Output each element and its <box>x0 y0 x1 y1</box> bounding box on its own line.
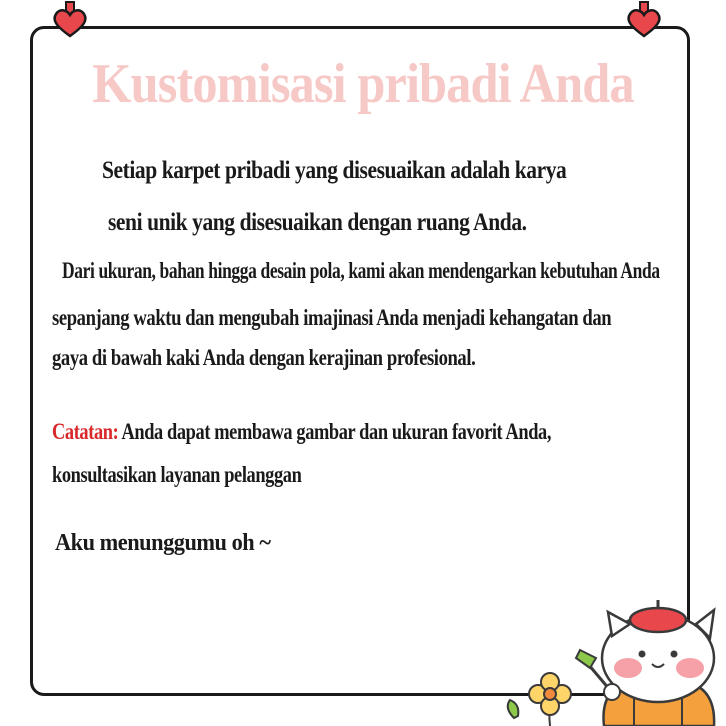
heart-pin-icon <box>624 0 664 40</box>
heart-pin-icon <box>50 0 90 40</box>
closing-text: Aku menunggumu oh ~ <box>55 530 271 556</box>
cat-painter-illustration <box>500 596 726 726</box>
paragraph-line-3: gaya di bawah kaki Anda dengan kerajinan profesional. <box>52 345 476 370</box>
page-title: Kustomisasi pribadi Anda <box>92 53 634 115</box>
paragraph-line-1: Dari ukuran, bahan hingga desain pola, kami akan mendengarkan kebutuhan Anda <box>62 258 660 283</box>
note-label: Catatan: <box>52 419 119 444</box>
intro-line-2: seni unik yang disesuaikan dengan ruang Anda. <box>108 209 527 236</box>
intro-line-1: Setiap karpet pribadi yang disesuaikan adalah karya <box>102 157 567 184</box>
note-text: Anda dapat membawa gambar dan ukuran favorit Anda, <box>118 419 552 444</box>
paragraph-line-2: sepanjang waktu dan mengubah imajinasi Anda menjadi kehangatan dan <box>52 305 612 330</box>
note-line-1 <box>52 419 551 445</box>
flower-icon <box>508 673 571 726</box>
note-line-2: konsultasikan layanan pelanggan <box>52 462 302 487</box>
